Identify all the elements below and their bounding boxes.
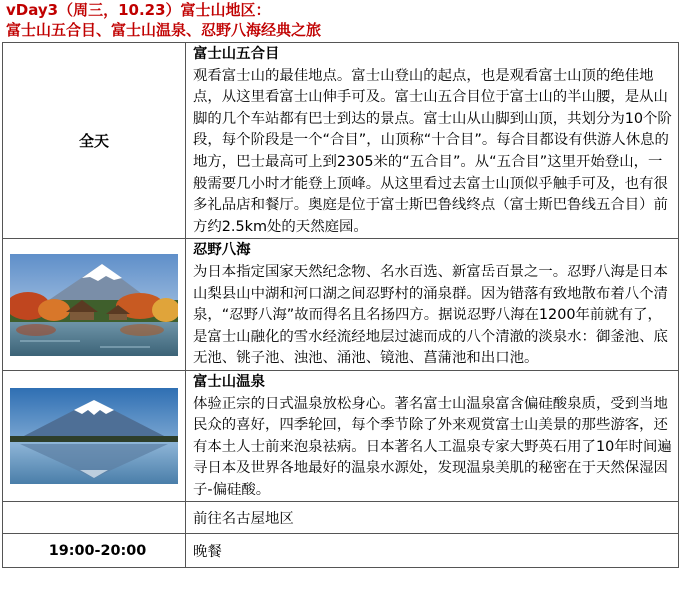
attraction-title: 富士山五合目 xyxy=(193,46,280,62)
table-row xyxy=(3,534,679,568)
table-row xyxy=(3,502,679,534)
day-subtitle: 富士山五合目、富士山温泉、忍野八海经典之旅 xyxy=(6,21,322,39)
attraction-description: 观看富士山的最佳地点。富士山登山的起点，也是观看富士山顶的绝佳地点，从这里看富士山伸手可及。富士山五合目位于富士山的半山腰，是从山脚的几个车站都有巴士到达的景点。富士山从山脚到山顶，共划分为10个阶段，每个阶段是一个“合目”，山顶称“十合目”。每合目都设有供游人休息的地方，巴士最高可上到2305米的“五合目”。从“五合目”这里开始登山，一般需要几小时才能登上顶峰。从这里看过去富士山顶似乎触手可及，也有很多礼品店和餐厅。奥庭是位于富士斯巴鲁线终点（富士斯巴鲁线五合目）前方约2.5km处的天然庭园。 xyxy=(193,67,672,235)
attraction-title: 忍野八海 xyxy=(193,242,251,259)
description-cell xyxy=(186,370,679,502)
description-cell: 前往名古屋地区 xyxy=(186,502,679,534)
description-cell xyxy=(186,43,679,239)
time-cell: 全天 xyxy=(3,43,186,239)
table-row xyxy=(3,43,679,239)
day-header xyxy=(0,0,681,42)
attraction-description: 体验正宗的日式温泉放松身心。著名富士山温泉富含偏硅酸泉质，受到当地民众的喜好，四季轮回，每个季节除了外来观赏富士山美景的那些游客，还有本土人士前来泡泉祛病。日本著名人工温泉专家大野英石用了10年时间遍寻日本及世界各地最好的温泉水源处，发现温泉美肌的秘密在于天然保湿因子-偏硅酸。 xyxy=(193,395,672,498)
image-cell xyxy=(3,239,186,371)
day-title: vDay3（周三，10.23）富士山地区： xyxy=(6,1,271,19)
description-cell: 晚餐 xyxy=(186,534,679,568)
time-cell xyxy=(3,502,186,534)
description-cell xyxy=(186,239,679,371)
oshino-hakkai-photo xyxy=(10,254,178,356)
itinerary-table xyxy=(2,42,679,568)
time-cell: 19:00-20:00 xyxy=(3,534,186,568)
image-cell xyxy=(3,370,186,502)
table-row xyxy=(3,370,679,502)
table-row xyxy=(3,239,679,371)
attraction-description: 为日本指定国家天然纪念物、名水百选、新富岳百景之一。忍野八海是日本山梨县山中湖和河口湖之间忍野村的涌泉群。因为错落有致地散布着八个清泉，“忍野八海”故而得名且名扬四方。据说忍野八海在1200年前就有了，是富士山融化的雪水经流经地层过滤而成的八个清澈的淡泉水：御釜池、底无池、铫子池、浊池、涌池、镜池、菖蒲池和出口池。 xyxy=(193,263,668,367)
mount-fuji-photo xyxy=(10,388,178,484)
attraction-title: 富士山温泉 xyxy=(193,373,265,390)
